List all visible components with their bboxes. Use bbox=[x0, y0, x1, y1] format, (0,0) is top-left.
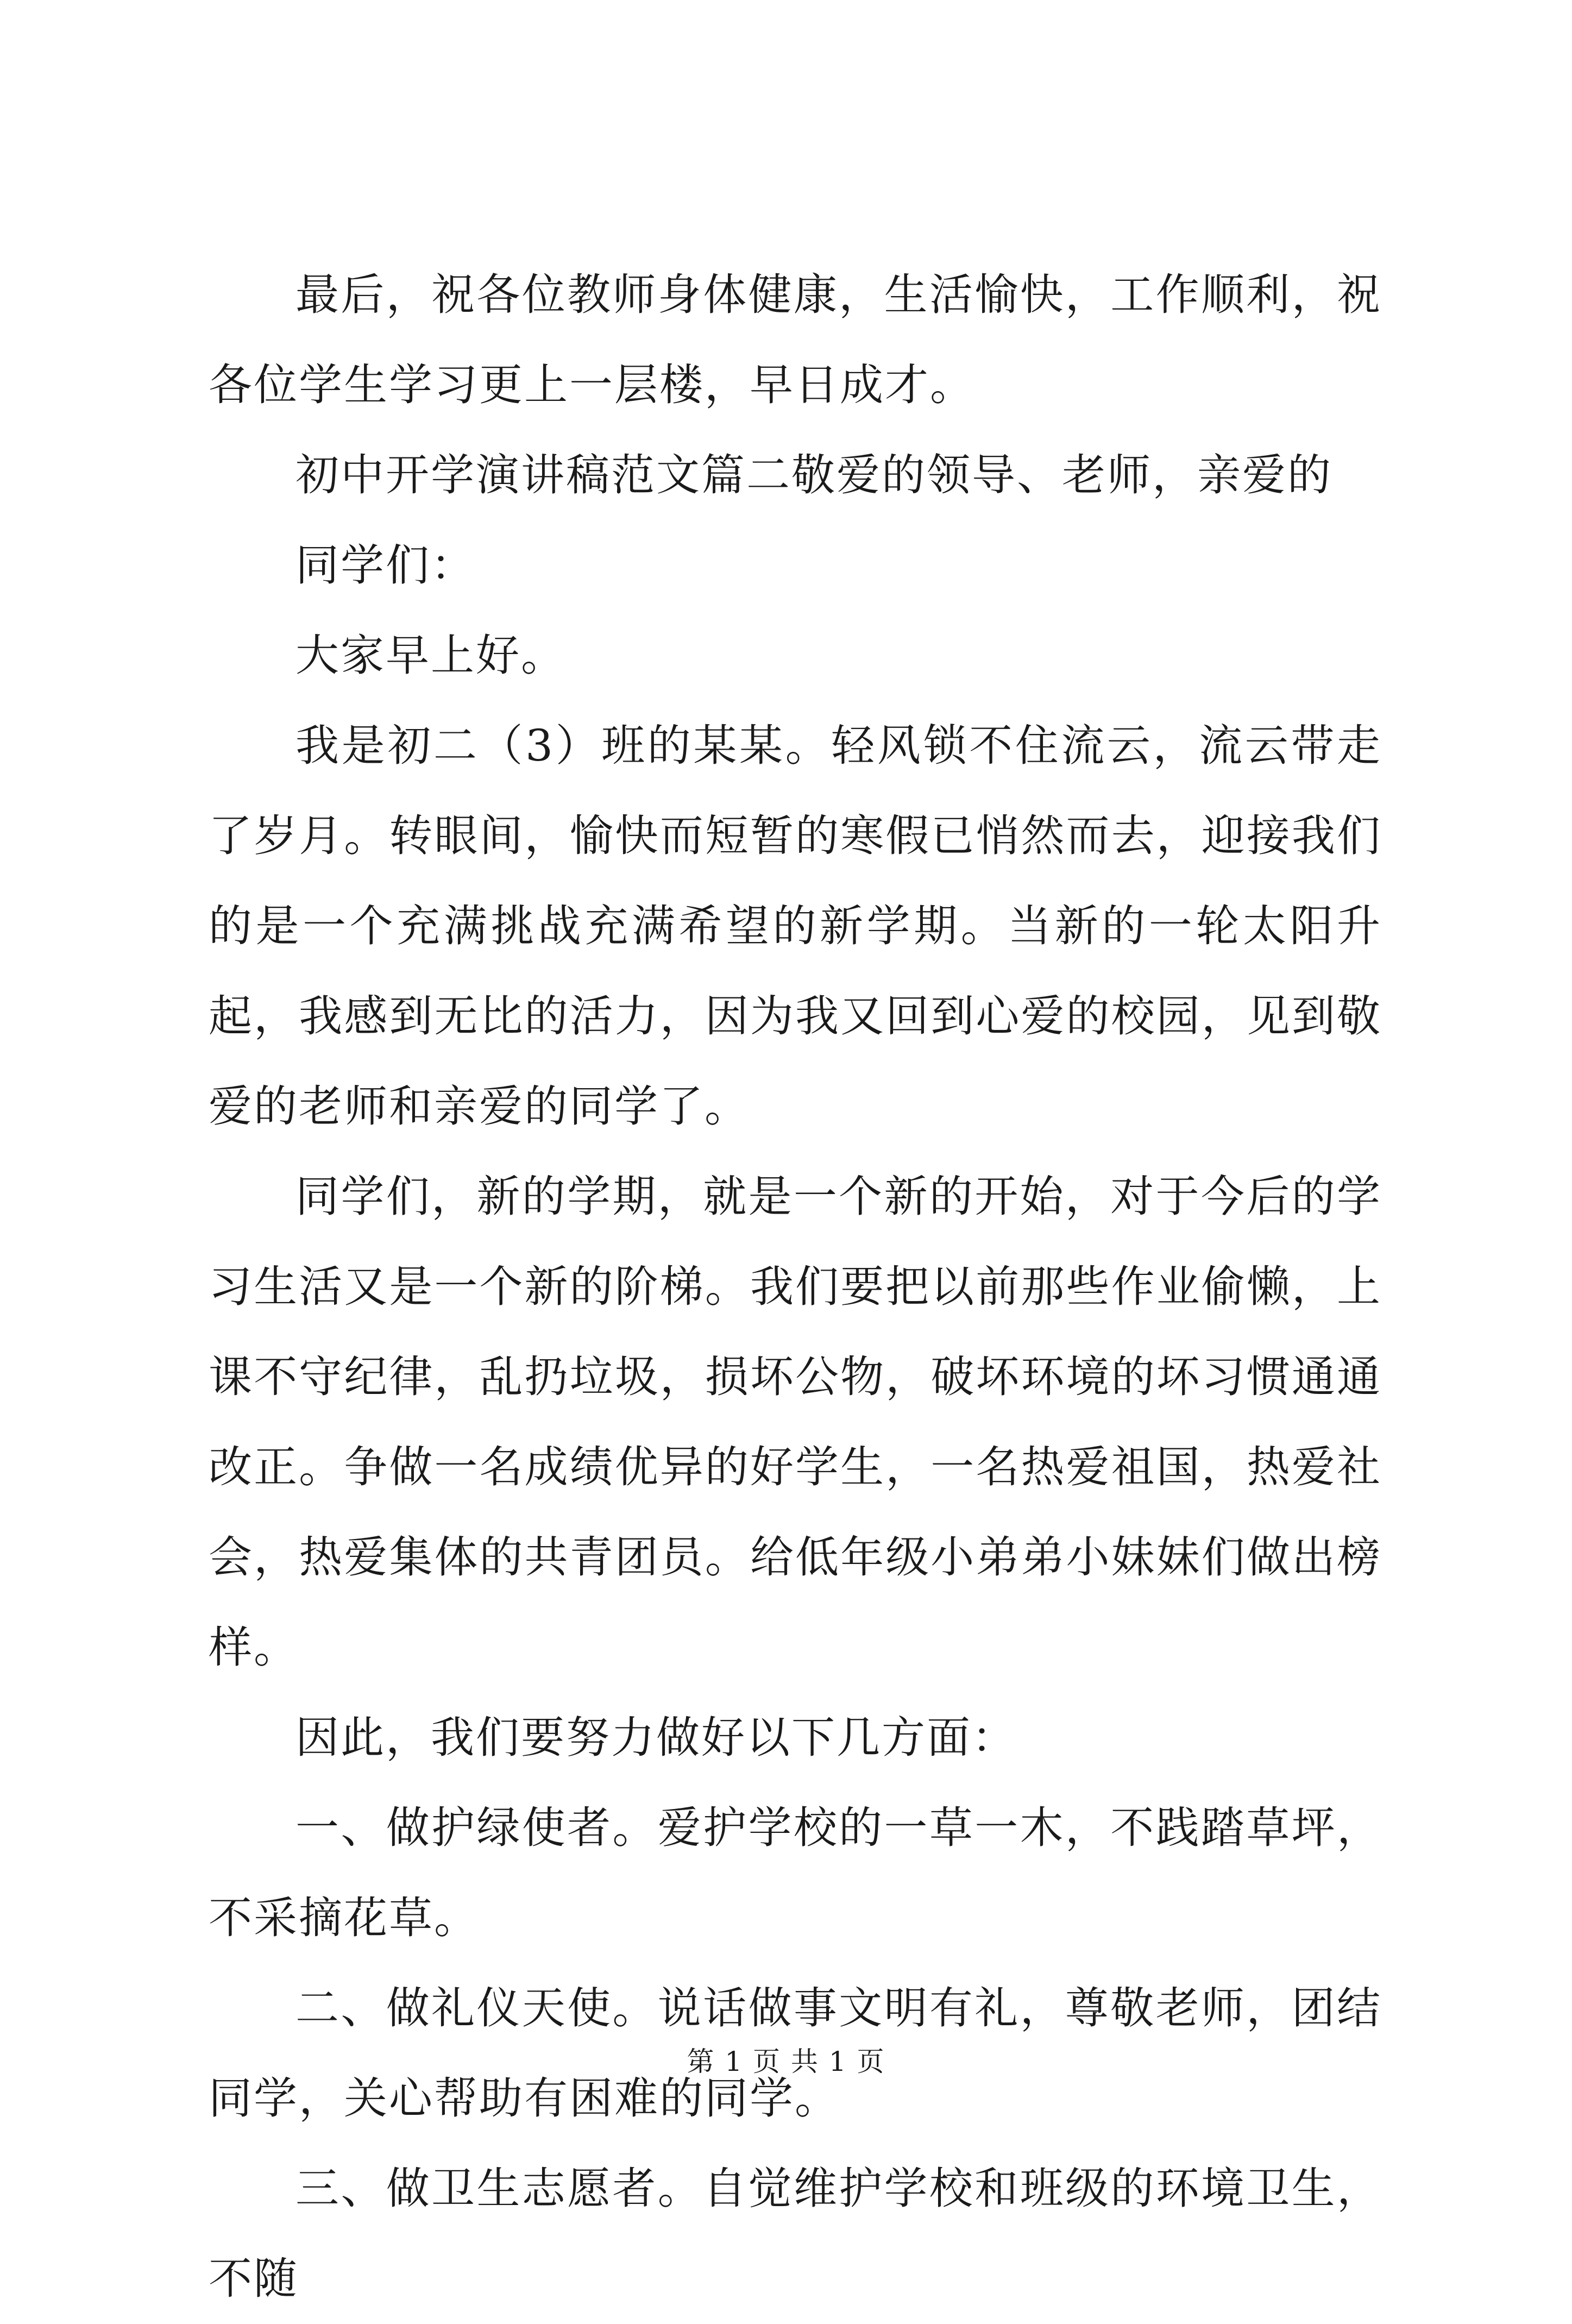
paragraph-closing-wishes: 最后，祝各位教师身体健康，生活愉快，工作顺利，祝各位学生学习更上一层楼，早日成才。 bbox=[209, 269, 1382, 410]
paragraph-therefore: 因此，我们要努力做好以下几方面： bbox=[295, 1712, 1017, 1763]
paragraph-speech-title: 初中开学演讲稿范文篇二敬爱的领导、老师，亲爱的 bbox=[295, 450, 1332, 500]
paragraph-introduction: 我是初二（3）班的某某。轻风锁不住流云，流云带走了岁月。转眼间，愉快而短暂的寒假已悄然而去，迎接我们的是一个充满挑战充满希望的新学期。当新的一轮太阳升起，我感到无比的活力，因为我又回到心爱的校园，见到敬爱的老师和亲爱的同学了。 bbox=[209, 720, 1382, 1132]
document-body bbox=[209, 250, 1382, 2324]
paragraph-salutation: 同学们： bbox=[295, 540, 476, 591]
page-footer bbox=[0, 2043, 1572, 2081]
paragraph-point-two: 二、做礼仪天使。说话做事文明有礼，尊敬老师，团结同学，关心帮助有困难的同学。 bbox=[209, 1983, 1382, 2124]
paragraph-new-semester: 同学们，新的学期，就是一个新的开始，对于今后的学习生活又是一个新的阶梯。我们要把以前那些作业偷懒，上课不守纪律，乱扔垃圾，损坏公物，破坏环境的坏习惯通通改正。争做一名成绩优异的好学生，一名热爱祖国，热爱社会，热爱集体的共青团员。给低年级小弟弟小妹妹们做出榜样。 bbox=[209, 1171, 1382, 1673]
paragraph-point-one: 一、做护绿使者。爱护学校的一草一木，不践踏草坪，不采摘花草。 bbox=[209, 1802, 1382, 1943]
page-number-label: 第 1 页 共 1 页 bbox=[687, 2046, 885, 2077]
paragraph-greeting: 大家早上好。 bbox=[295, 630, 566, 681]
paragraph-point-three: 三、做卫生志愿者。自觉维护学校和班级的环境卫生，不随 bbox=[209, 2163, 1382, 2304]
